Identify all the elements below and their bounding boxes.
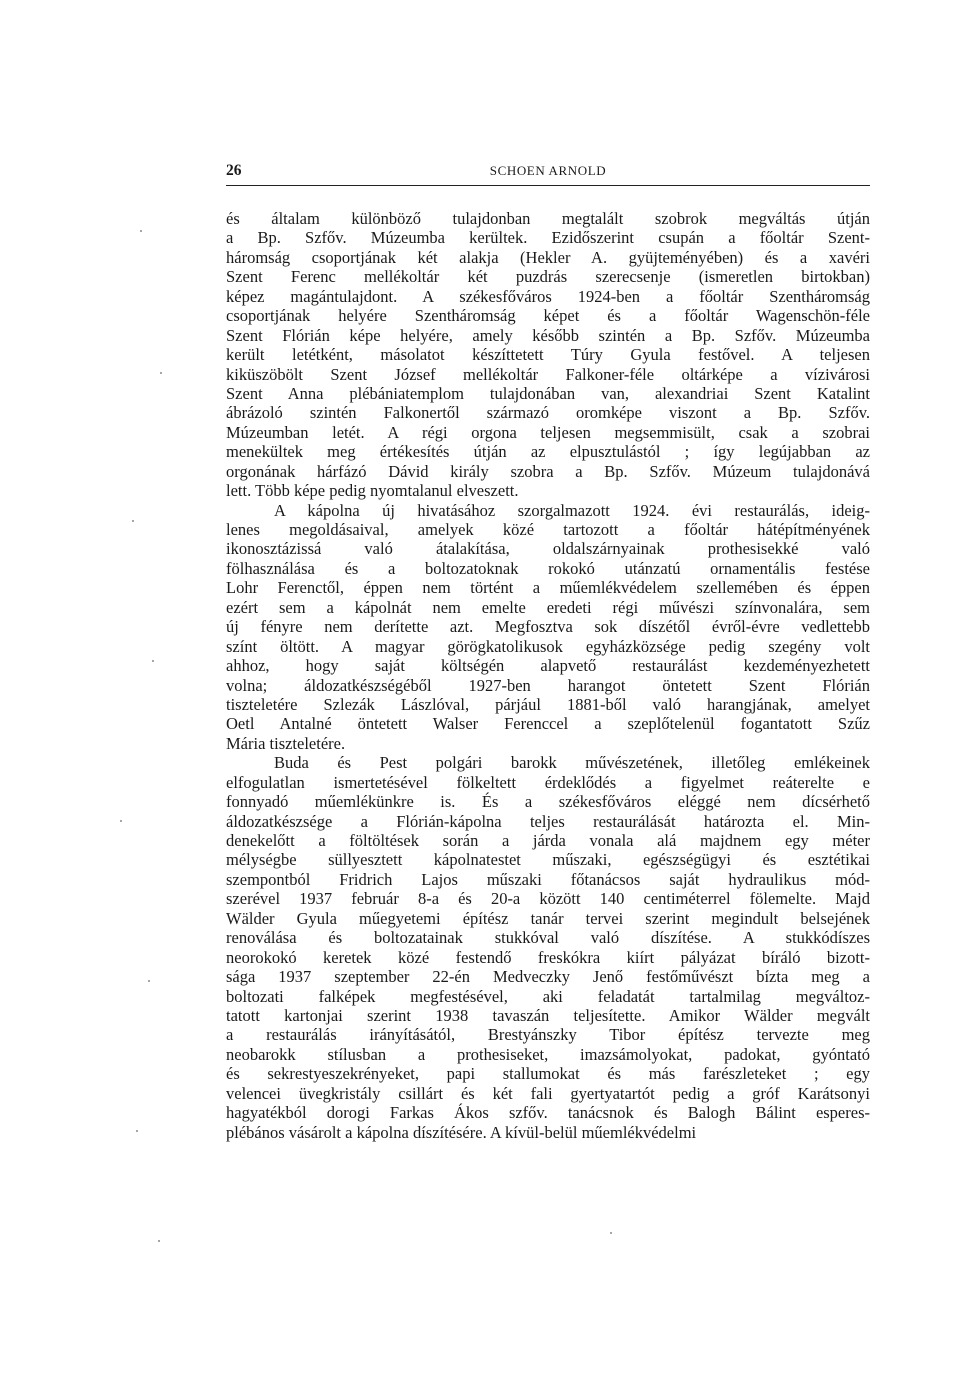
text-line: háromság csoportjának két alakja (Hekler A. gyüjteményében) és a xavéri: [226, 247, 870, 267]
text-line: a restaurálás irányításától, Brestyánszky Tibor építész tervezte meg: [226, 1025, 870, 1045]
text-line: került letétként, másolatot készíttetett Túry Gyula festővel. A teljesen: [226, 345, 870, 365]
text-line: ikonosztázissá való átalakítása, oldalszárnyainak prothesisekké való: [226, 539, 870, 559]
text-line: denekelőtt a föltöltések során a járda vonala alá majdnem egy méter: [226, 831, 870, 850]
page-number: 26: [226, 162, 242, 179]
text-line: színt öltött. A magyar görögkatolikusok egyházközsége pedig szegény volt: [226, 636, 870, 656]
text-line: neorokokó keretek közé festendő freskókra kiírt pályázat bíráló bizott-: [226, 947, 870, 967]
text-line: sága 1937 szeptember 22-én Medveczky Jenő festőművészt bízta meg a: [226, 967, 870, 987]
text-line: elfogulatlan ismertetésével fölkeltett érdeklődés a figyelmet reáterelte e: [226, 772, 870, 792]
text-line: Szent Flórián képe helyére, amely később szintén a Bp. Szfőv. Múzeumba: [226, 325, 870, 345]
text-line: új fényre nem derítette azt. Megfosztva sok díszétől évről-évre vedlettebb: [226, 617, 870, 637]
text-line: ahhoz, hogy saját költségén alapvető restaurálást kezdeményezhetett: [226, 656, 870, 676]
text-line: a Bp. Szfőv. Múzeumba kerültek. Ezidőszerint csupán a főoltár Szent-: [226, 228, 870, 248]
text-line: fölhasználása és a boltozatoknak rokokó utánzatú ornamentális festése: [226, 558, 870, 578]
text-line: ezért sem a kápolnát nem emelte eredeti régi művészi színvonalára, sem: [226, 597, 870, 617]
text-line: neobarokk stílusban a prothesiseket, imazsámolyokat, padokat, gyóntató: [226, 1044, 870, 1064]
text-line: csoportjának helyére Szentháromság képet és a főoltár Wagenschön-féle: [226, 306, 870, 326]
header-rule: [226, 185, 870, 186]
text-line: boltozati falképek megfestésével, aki feladatát tartalmilag megváltoz-: [226, 986, 870, 1006]
body-text: [226, 209, 870, 1142]
text-line: orgonának hárfázó Dávid király szobra a Bp. Szfőv. Múzeum tulajdonává: [226, 461, 870, 481]
text-line: tiszteletére Szlezák Lászlóval, párjául 1881-ből való harangjának, amelyet: [226, 694, 870, 714]
text-line: plébános vásárolt a kápolna díszítésére. A kívül-belül műemlékvédelmi: [226, 1122, 697, 1142]
text-line: Buda és Pest polgári barokk művészetének, illetőleg emlékeinek: [274, 753, 870, 773]
text-line: Szent Anna plébániatemplom tulajdonában van, alexandriai Szent Katalint: [226, 383, 870, 403]
text-line: hagyatékból dorogi Farkas Ákos szfőv. tanácsnok és Balogh Bálint esperes-: [226, 1103, 870, 1123]
text-line: kiküszöbölt Szent József mellékoltár Falkoner-féle oltárképe a vízivárosi: [226, 364, 870, 384]
text-line: Oetl Antalné öntetett Walser Ferenccel a szeplőtelenül fogantatott Szűz: [226, 714, 870, 734]
text-line: menekültek meg értékesítés útján az elpusztulástól ; így legújabban az: [226, 442, 870, 462]
text-line: velencei üvegkristály csillárt és két fali gyertyatartót pedig a gróf Karátsonyi: [226, 1083, 870, 1103]
text-line: renoválása és boltozatainak stukkóval való díszítése. A stukkódíszes: [226, 928, 870, 948]
text-line: és sekrestyeszekrényeket, papi stallumokat és más farészleteket ; egy: [226, 1064, 870, 1084]
text-line: szerével 1937 február 8-a és 20-a között 140 centiméterrel fölemelte. Majd: [226, 889, 870, 909]
text-line: tatott kartonjai szerint 1938 tavaszán teljesítette. Amikor Wälder megvált: [226, 1005, 870, 1025]
text-line: Múzeumban letét. A régi orgona teljesen megsemmisült, csak a szobrai: [226, 422, 870, 442]
text-line: A kápolna új hivatásához szorgalmazott 1924. évi restaurálás, ideig-: [274, 500, 870, 520]
text-line: áldozatkészsége a Flórián-kápolna teljes restaurálását határozta el. Min-: [226, 811, 870, 831]
text-line: lett. Több képe pedig nyomtalanul elveszett.: [226, 481, 519, 501]
text-line: és általam különböző tulajdonban megtalált szobrok megváltás útján: [226, 209, 870, 228]
text-line: Wälder Gyula műegyetemi építész tanár tervei szerint megindult belsejének: [226, 908, 870, 928]
text-line: Szent Ferenc mellékoltár két puzdrás szerecsenje (ismeretlen birtokban): [226, 267, 870, 287]
text-line: lenes megoldásaival, amelyek közé tartozott a főoltár hátépítményének: [226, 520, 870, 539]
text-line: fonnyadó műemlékünkre is. És a székesfőváros eléggé nem dícsérhető: [226, 792, 870, 812]
text-line: Lohr Ferenctől, éppen nem történt a műemlékvédelem szellemében és éppen: [226, 578, 870, 598]
text-line: mélységbe süllyesztett kápolnatestet műszaki, egészségügyi és esztétikai: [226, 850, 870, 870]
text-line: Mária tiszteletére.: [226, 733, 346, 753]
text-line: szempontból Fridrich Lajos műszaki főtanácsos saját hydraulikus mód-: [226, 869, 870, 889]
text-line: ábrázoló szintén Falkonertől származó oromképe viszont a Bp. Szfőv.: [226, 403, 870, 423]
running-head: SCHOEN ARNOLD: [489, 163, 607, 178]
text-line: volna; áldozatkészségéből 1927-ben harangot öntetett Szent Flórián: [226, 675, 870, 695]
text-line: képez magántulajdont. A székesfőváros 1924-ben a főoltár Szentháromság: [226, 286, 870, 306]
